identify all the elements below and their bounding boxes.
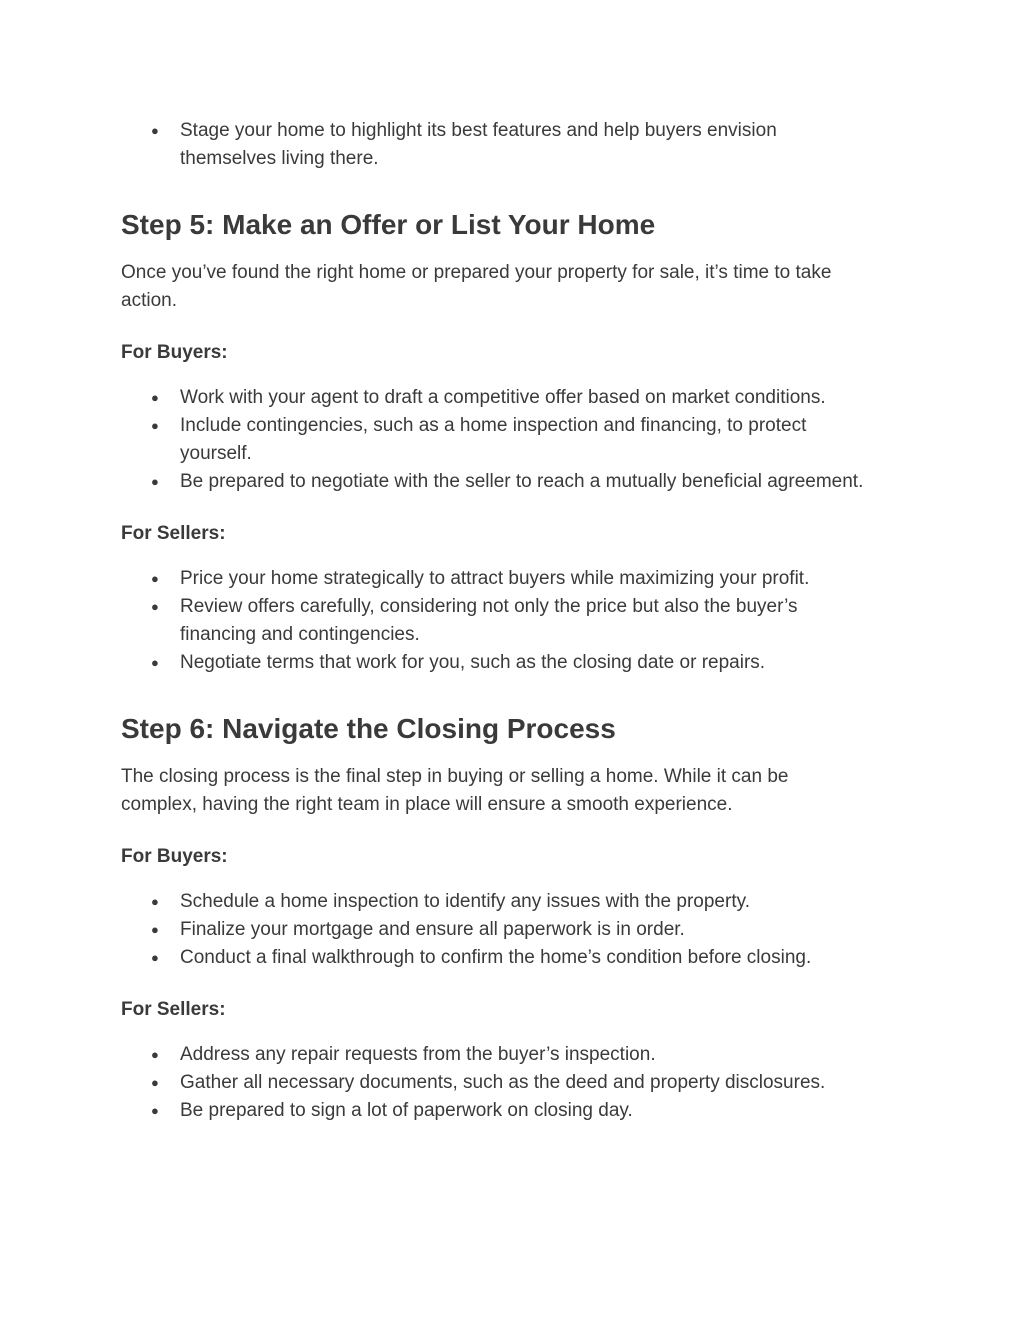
list-item: ● Address any repair requests from the buyer’s inspection. [180,1041,921,1069]
bullet-icon: ● [151,1103,159,1118]
bullet-icon: ● [151,599,159,614]
bullet-icon: ● [151,1075,159,1090]
list-item: ● Work with your agent to draft a competitive offer based on market conditions. [180,384,921,412]
step-5-buyers-heading: For Buyers: [121,342,228,363]
bullet-icon: ● [151,571,159,586]
bullet-icon: ● [151,123,159,138]
carryover-list [121,117,921,173]
bullet-icon: ● [151,1047,159,1062]
list-item: ● Be prepared to sign a lot of paperwork on closing day. [180,1097,921,1125]
list-item: ● Negotiate terms that work for you, such as the closing date or repairs. [180,649,921,677]
list-item: ● Review offers carefully, considering not only the price but also the buyer’s financing and contingencies. [180,593,850,649]
bullet-icon: ● [151,950,159,965]
step-5-sellers-list [121,565,921,677]
step-5-heading: Step 5: Make an Offer or List Your Home [121,209,656,240]
document-page [121,117,921,1125]
bullet-icon: ● [151,655,159,670]
step-6-intro: The closing process is the final step in buying or selling a home. While it can be complex, having the right team in place will ensure a smooth experience. [121,766,789,815]
bullet-icon: ● [151,390,159,405]
step-6-heading: Step 6: Navigate the Closing Process [121,713,616,744]
bullet-icon: ● [151,474,159,489]
step-5-intro: Once you’ve found the right home or prepared your property for sale, it’s time to take action. [121,262,832,311]
list-item: ● Schedule a home inspection to identify any issues with the property. [180,888,921,916]
list-item: ● Price your home strategically to attract buyers while maximizing your profit. [180,565,921,593]
bullet-icon: ● [151,922,159,937]
list-item: ● Conduct a final walkthrough to confirm the home’s condition before closing. [180,944,921,972]
list-item: ● Gather all necessary documents, such as the deed and property disclosures. [180,1069,921,1097]
step-5-buyers-list [121,384,921,496]
step-6-sellers-list [121,1041,921,1125]
list-item: ● Be prepared to negotiate with the seller to reach a mutually beneficial agreement. [180,468,921,496]
step-6-buyers-heading: For Buyers: [121,846,228,867]
step-5-sellers-heading: For Sellers: [121,523,226,544]
list-item: ● Stage your home to highlight its best features and help buyers envision themselves living there. [180,117,820,173]
list-item: ● Finalize your mortgage and ensure all paperwork is in order. [180,916,921,944]
list-item: ● Include contingencies, such as a home inspection and financing, to protect yourself. [180,412,860,468]
bullet-icon: ● [151,894,159,909]
bullet-icon: ● [151,418,159,433]
step-6-sellers-heading: For Sellers: [121,999,226,1020]
step-6-buyers-list [121,888,921,972]
